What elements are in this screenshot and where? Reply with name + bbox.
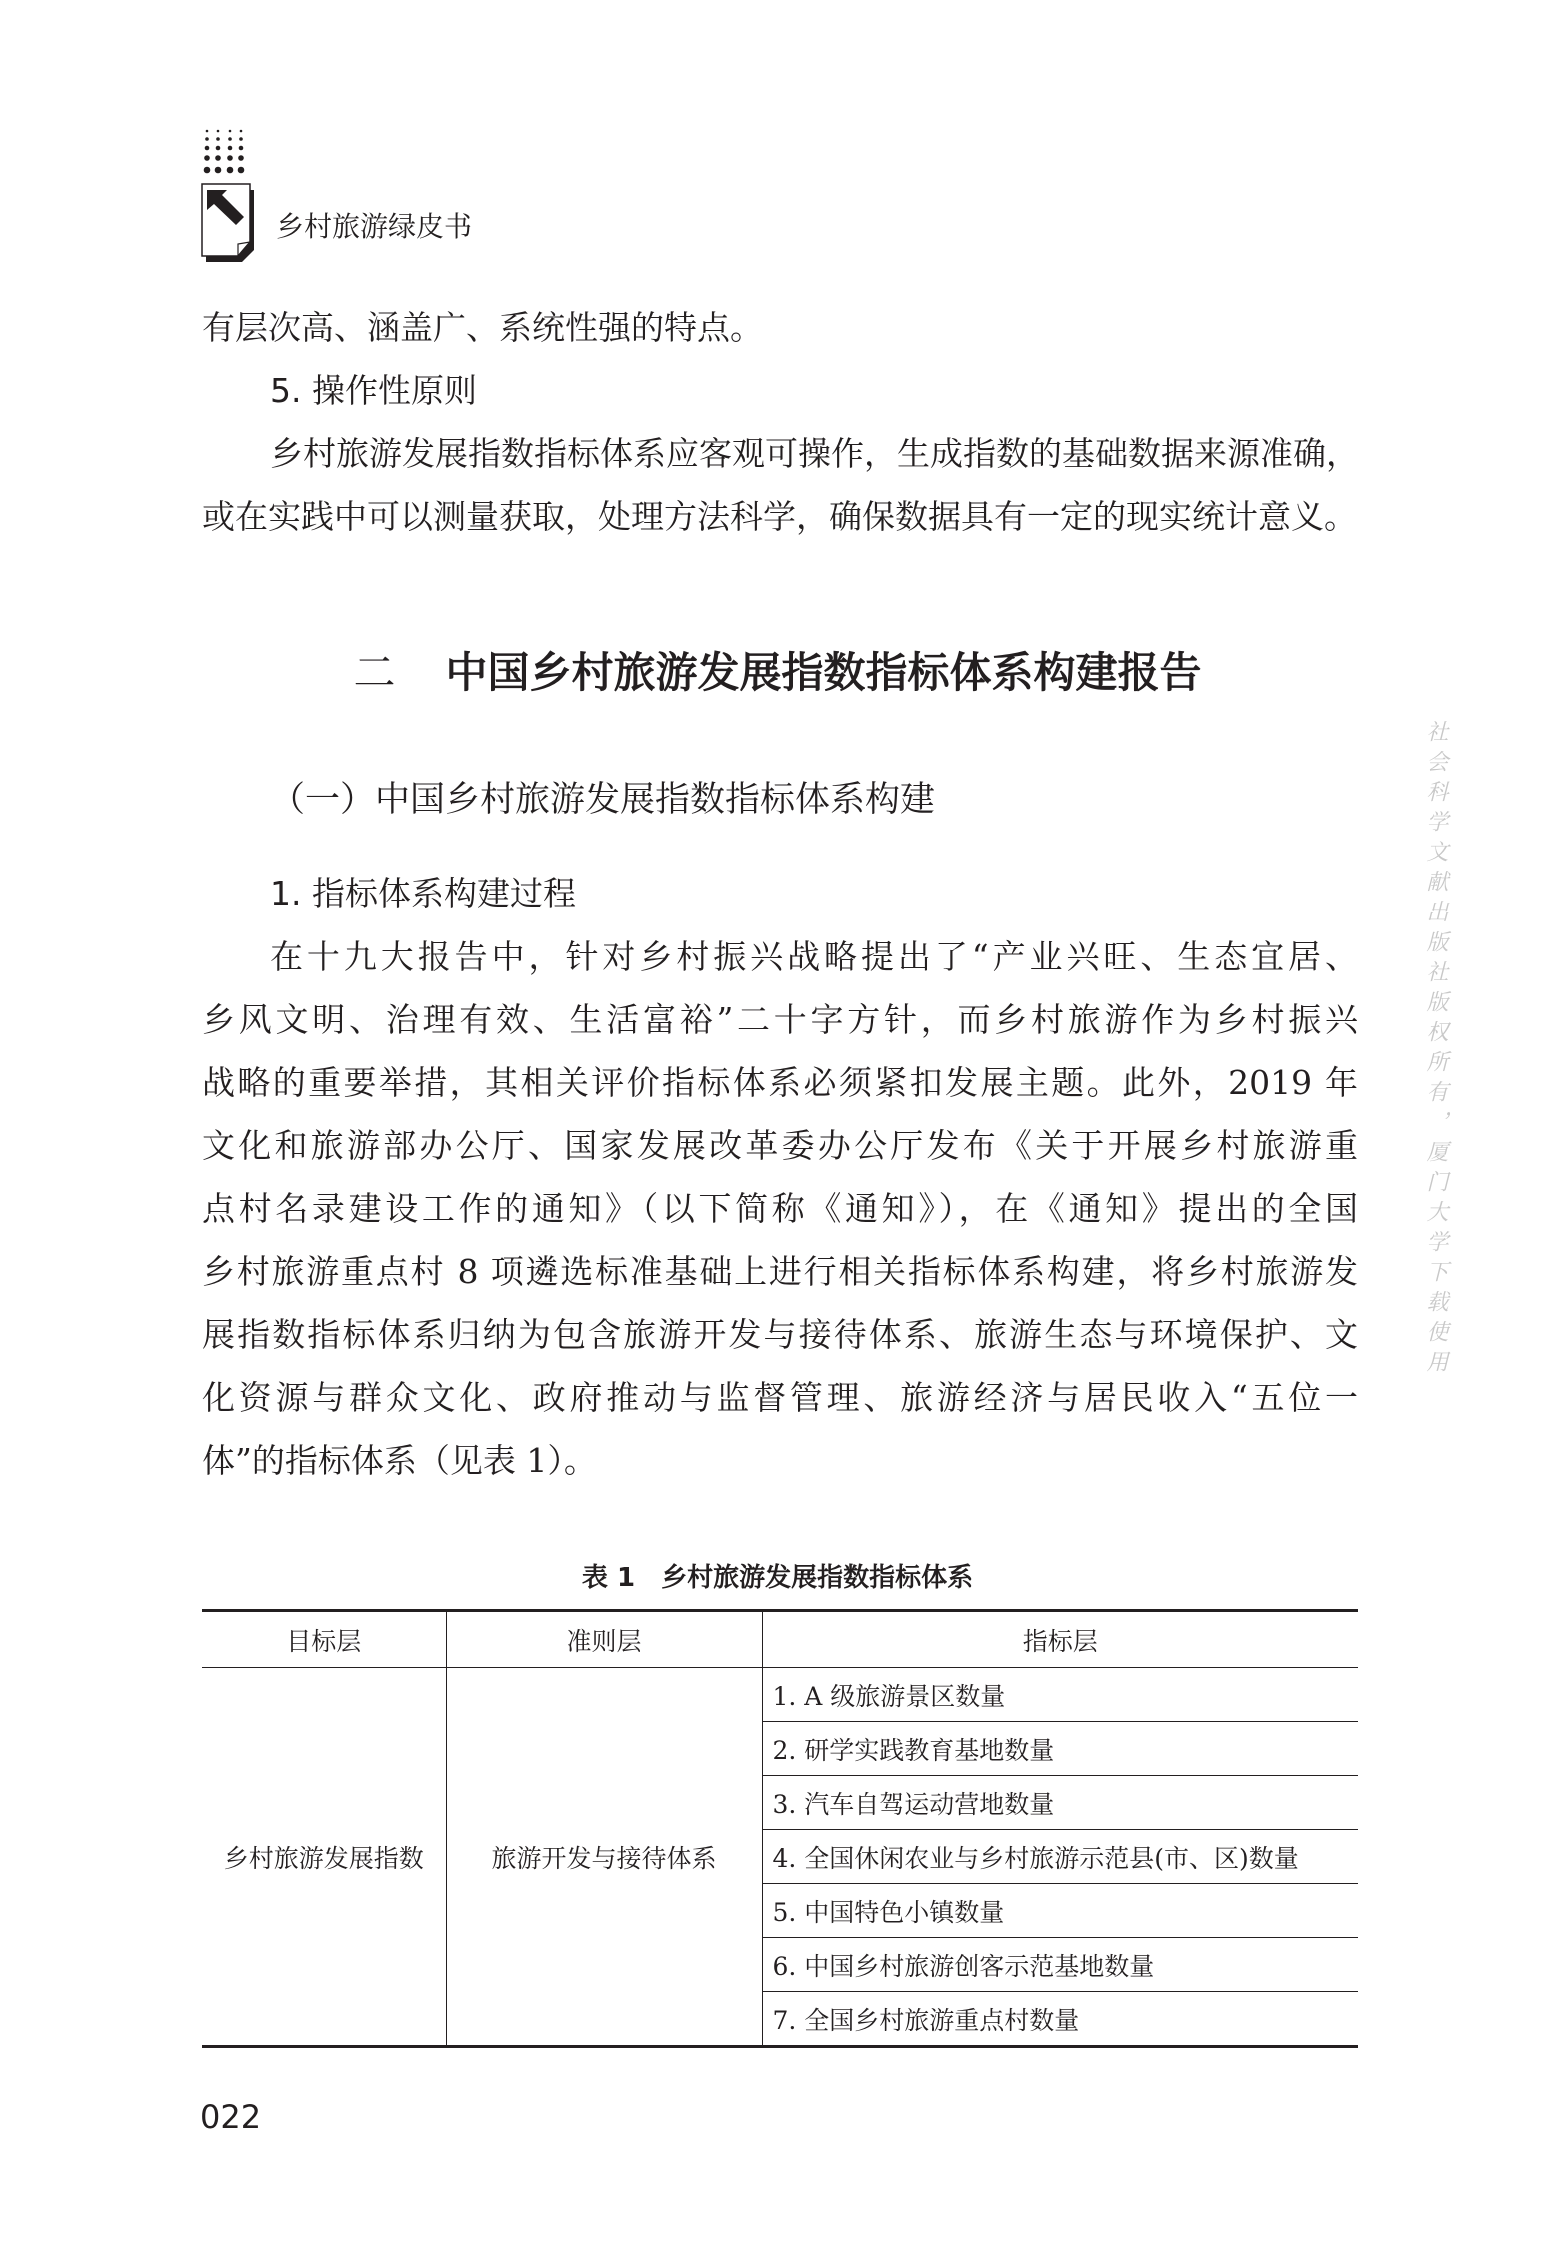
indicator-cell: 2. 研学实践教育基地数量 <box>762 1722 1358 1776</box>
column-header: 指标层 <box>762 1611 1358 1668</box>
text-line: 点村名录建设工作的通知》（以下简称《通知》），在《通知》提出的全国 <box>202 1189 1358 1228</box>
indicator-cell: 6. 中国乡村旅游创客示范基地数量 <box>762 1938 1358 1992</box>
text-line: 化资源与群众文化、政府推动与监督管理、旅游经济与居民收入“五位一 <box>202 1378 1358 1417</box>
paragraph-main <box>202 862 1358 1492</box>
table-row <box>202 1668 1358 1722</box>
section-heading-5: 5. 操作性原则 <box>270 371 477 410</box>
indicator-cell: 1. A 级旅游景区数量 <box>762 1668 1358 1722</box>
text-line: 战略的重要举措，其相关评价指标体系必须紧扣发展主题。此外，2019 年 <box>202 1063 1358 1102</box>
text-line: 展指数指标体系归纳为包含旅游开发与接待体系、旅游生态与环境保护、文 <box>202 1315 1358 1354</box>
text-line: 有层次高、涵盖广、系统性强的特点。 <box>202 308 763 347</box>
text-line: 乡村旅游发展指数指标体系应客观可操作，生成指数的基础数据来源准确， <box>270 434 1359 473</box>
book-logo-icon <box>200 128 260 264</box>
text-line: 乡风文明、治理有效、生活富裕”二十字方针，而乡村旅游作为乡村振兴 <box>202 1000 1358 1039</box>
text-line: 体”的指标体系（见表 1）。 <box>202 1441 597 1480</box>
indicator-cell: 5. 中国特色小镇数量 <box>762 1884 1358 1938</box>
goal-cell: 乡村旅游发展指数 <box>202 1668 446 2047</box>
criterion-cell: 旅游开发与接待体系 <box>446 1668 762 2047</box>
chapter-number: 二 <box>353 648 396 697</box>
paragraph-continuation <box>202 296 1358 548</box>
text-line: 乡村旅游重点村 8 项遴选标准基础上进行相关指标体系构建，将乡村旅游发 <box>202 1252 1358 1291</box>
watermark: 社会科学文献出版社版权所有，厦门大学下载使用 <box>1423 720 1448 1380</box>
section-heading: （一）中国乡村旅游发展指数指标体系构建 <box>270 780 936 820</box>
text-line: 或在实践中可以测量获取，处理方法科学，确保数据具有一定的现实统计意义。 <box>202 497 1357 536</box>
column-header: 目标层 <box>202 1611 446 1668</box>
running-header-title: 乡村旅游绿皮书 <box>276 210 473 243</box>
indicator-cell: 7. 全国乡村旅游重点村数量 <box>762 1992 1358 2047</box>
text-line: 文化和旅游部办公厅、国家发展改革委办公厅发布《关于开展乡村旅游重 <box>202 1126 1358 1165</box>
indicator-table <box>202 1609 1358 2048</box>
indicator-cell: 3. 汽车自驾运动营地数量 <box>762 1776 1358 1830</box>
chapter-title: 中国乡村旅游发展指数指标体系构建报告 <box>445 648 1202 697</box>
chapter-heading <box>0 640 1555 700</box>
indicator-cell: 4. 全国休闲农业与乡村旅游示范县(市、区)数量 <box>762 1830 1358 1884</box>
table-caption: 表 1 乡村旅游发展指数指标体系 <box>581 1563 974 1593</box>
page-number: 022 <box>200 2098 262 2136</box>
table-header-row <box>202 1611 1358 1668</box>
text-line: 在十九大报告中，针对乡村振兴战略提出了“产业兴旺、生态宜居、 <box>270 937 1358 976</box>
subsection-heading: 1. 指标体系构建过程 <box>270 874 576 913</box>
column-header: 准则层 <box>446 1611 762 1668</box>
